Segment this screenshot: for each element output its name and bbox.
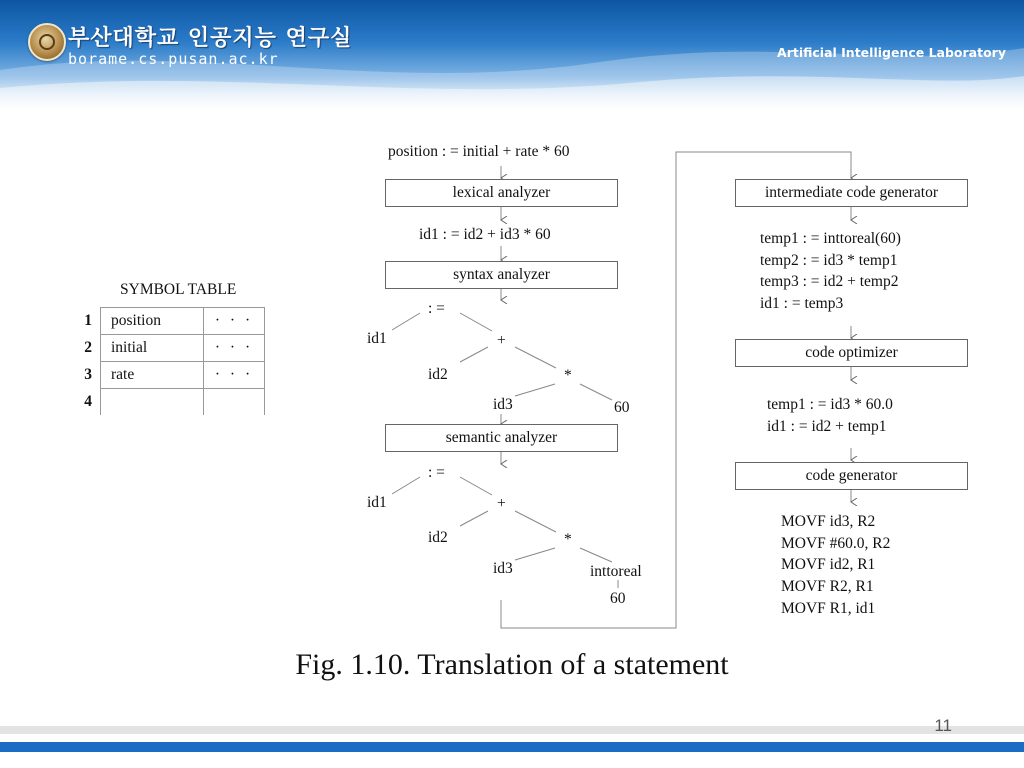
- symbol-name: rate: [101, 362, 204, 389]
- code-generator-box: code generator: [735, 462, 968, 490]
- symbol-table-title: SYMBOL TABLE: [120, 281, 237, 298]
- symbol-table-row: [72, 308, 265, 335]
- figure-caption: Fig. 1.10. Translation of a statement: [295, 648, 729, 681]
- row-number: 1: [84, 312, 92, 329]
- intermediate-code-line: temp1 : = inttoreal(60): [760, 230, 901, 247]
- target-code-line: MOVF id2, R1: [781, 556, 876, 573]
- target-code-line: MOVF #60.0, R2: [781, 535, 891, 552]
- tree2-plus-node: +: [497, 495, 506, 512]
- symbol-table-row: [72, 335, 265, 362]
- tree2-id1-node: id1: [367, 494, 387, 511]
- intermediate-code-line: temp3 : = id2 + temp2: [760, 273, 899, 290]
- tree2-assign-node: : =: [428, 464, 445, 481]
- tree2-id2-node: id2: [428, 529, 448, 546]
- lexical-analyzer-box: lexical analyzer: [385, 179, 618, 207]
- symbol-name: position: [101, 308, 204, 335]
- site-url: borame.cs.pusan.ac.kr: [68, 50, 279, 68]
- university-name: 부산대학교 인공지능 연구실: [68, 26, 353, 51]
- footer-stripe-blue: [0, 742, 1024, 752]
- code-optimizer-box: code optimizer: [735, 339, 968, 367]
- row-number: 4: [84, 392, 92, 410]
- symbol-attributes: · · ·: [204, 362, 265, 389]
- tree1-id2-node: id2: [428, 366, 448, 383]
- symbol-table: [72, 307, 265, 415]
- symbol-name: initial: [101, 335, 204, 362]
- source-statement: position : = initial + rate * 60: [388, 143, 570, 160]
- tree1-id3-node: id3: [493, 396, 513, 413]
- semantic-analyzer-box: semantic analyzer: [385, 424, 618, 452]
- page-number: 11: [934, 716, 952, 735]
- tree1-assign-node: : =: [428, 300, 445, 317]
- symbol-attributes: [204, 389, 265, 416]
- symbol-attributes: · · ·: [204, 335, 265, 362]
- target-code-line: MOVF id3, R2: [781, 513, 876, 530]
- tree2-id3-node: id3: [493, 560, 513, 577]
- intermediate-code-generator-box: intermediate code generator: [735, 179, 968, 207]
- tree2-sixty-node: 60: [610, 590, 626, 607]
- syntax-analyzer-box: syntax analyzer: [385, 261, 618, 289]
- tree1-id1-node: id1: [367, 330, 387, 347]
- target-code-line: MOVF R2, R1: [781, 578, 874, 595]
- tree1-times-node: *: [564, 367, 572, 384]
- symbol-table-row: [72, 362, 265, 389]
- intermediate-code-line: id1 : = temp3: [760, 295, 844, 312]
- row-number: 3: [84, 366, 92, 383]
- optimized-code-line: id1 : = id2 + temp1: [767, 418, 887, 435]
- intermediate-code-line: temp2 : = id3 * temp1: [760, 252, 898, 269]
- symbol-name: [101, 389, 204, 416]
- symbol-table-row: [72, 389, 265, 416]
- optimized-code-line: temp1 : = id3 * 60.0: [767, 396, 893, 413]
- footer-stripe-light: [0, 726, 1024, 734]
- lab-name: Artificial Intelligence Laboratory: [777, 45, 1006, 60]
- target-code-line: MOVF R1, id1: [781, 600, 876, 617]
- row-number: 2: [84, 339, 92, 356]
- tree1-sixty-node: 60: [614, 399, 630, 416]
- symbol-attributes: · · ·: [204, 308, 265, 335]
- tree2-times-node: *: [564, 531, 572, 548]
- tree1-plus-node: +: [497, 332, 506, 349]
- tree2-inttoreal-node: inttoreal: [590, 563, 642, 580]
- token-stream: id1 : = id2 + id3 * 60: [419, 226, 551, 243]
